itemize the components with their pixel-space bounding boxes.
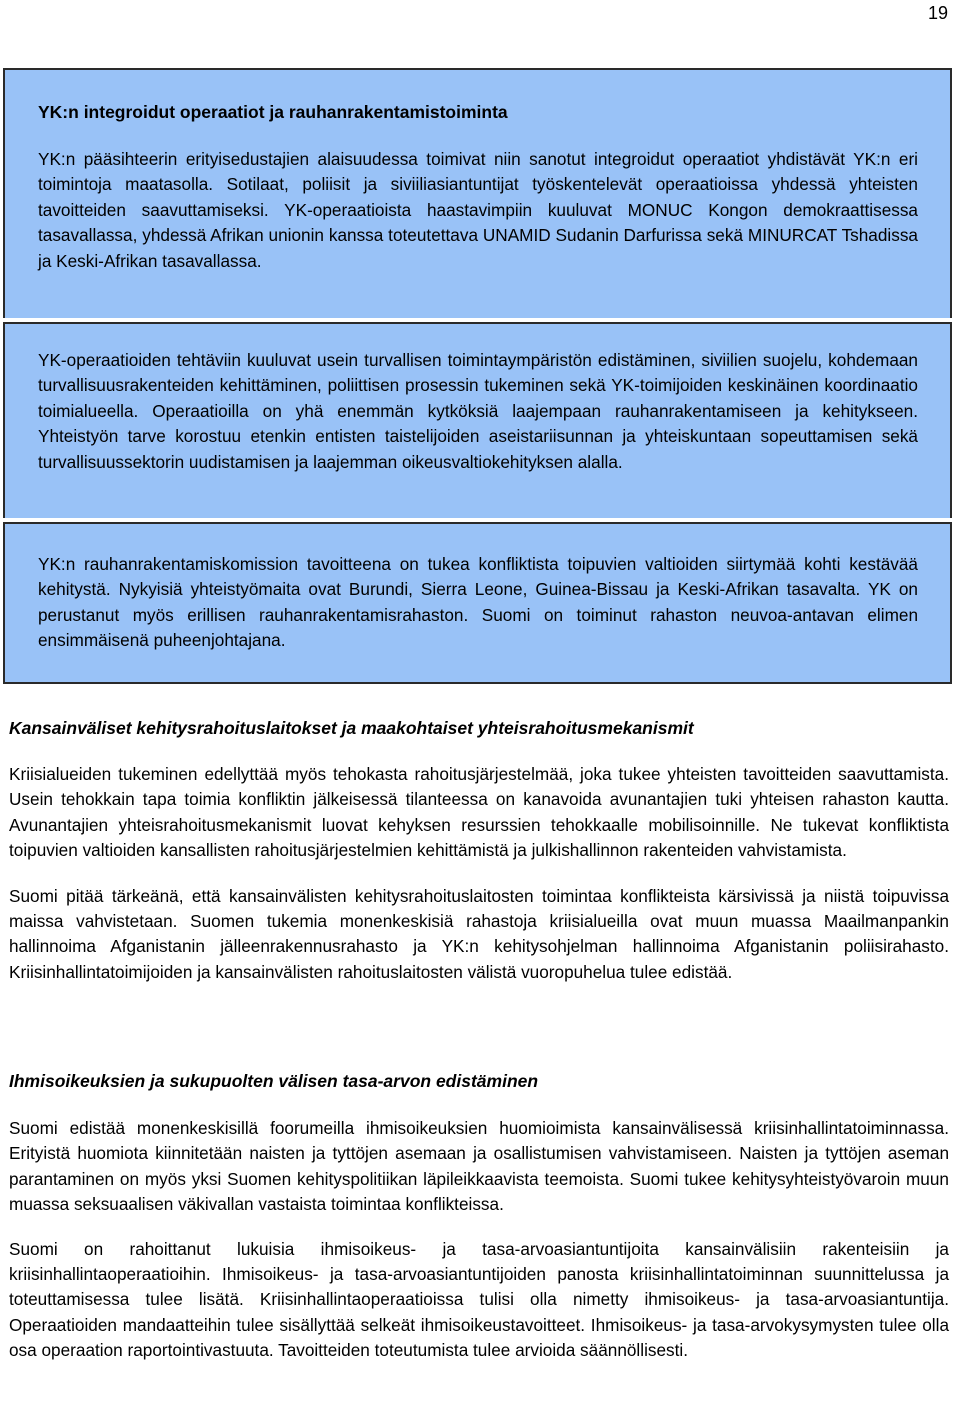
section-development-finance	[9, 716, 949, 985]
body-paragraph: Suomi pitää tärkeänä, että kansainvälisten kehitysrahoituslaitosten toimintaa konflikteista kärsivissä ja niistä toipuvissa maissa vahvistetaan. Suomen tukemia monenkeskisiä rahastoja kriisialueilla ovat muun muassa Maailmanpankin hallinnoima Afganistanin jälleenrakennusrahasto ja YK:n kehitysohjelman hallinnoima Afganistanin poliisirahasto. Kriisinhallintatoimijoiden ja kansainvälisten rahoituslaitosten välistä vuoropuhelua tulee edistää.	[9, 885, 949, 982]
body-paragraph: Suomi edistää monenkeskisillä foorumeilla ihmisoikeuksien huomioimista kansainvälisessä kriisinhallintatoiminnassa. Erityistä huomiota kiinnitetään naisten ja tyttöjen asemaan ja osallistumisen vahvistamiseen. Naisten ja tyttöjen aseman parantaminen on myös yksi Suomen kehityspolitiikan läpileikkaavista teemoista. Suomi tukee kehitysyhteistyövaroin muun muassa seksuaalisen väkivallan vastaista toimintaa konflikteissa.	[9, 1118, 949, 1215]
info-box-integrated-operations	[3, 68, 952, 318]
section-heading: Kansainväliset kehitysrahoituslaitokset ja maakohtaiset yhteisrahoitusmekanismit	[9, 718, 694, 738]
box-paragraph: YK:n rauhanrakentamiskomission tavoitteena on tukea konfliktista toipuvien valtioiden siirtymää kohti kestävää kehitystä. Nykyisiä yhteistyömaita ovat Burundi, Sierra Leone, Guinea-Bissau ja Keski-Afrikan tasavalta. YK on perustanut myös erillisen rauhanrakentamisrahaston. Suomi on toiminut rahaston neuvoa-antavan elimen ensimmäisenä puheenjohtajana.	[38, 554, 918, 651]
info-box-operation-tasks	[3, 322, 952, 518]
body-paragraph: Kriisialueiden tukeminen edellyttää myös tehokasta rahoitusjärjestelmää, joka tukee yhteisten tavoitteiden saavuttamista. Usein tehokkain tapa toimia konfliktin jälkeisessä tilanteessa on kanavoida avunantajien tuki yhteisen rahaston kautta. Avunantajien yhteisrahoitusmekanismit luovat kehyksen resurssien tehokkaalle mobilisoinnille. Ne tukevat konfliktista toipuvien valtioiden kansallisten rahoitusjärjestelmien kehittämistä ja julkishallinnon rakenteiden vahvistamista.	[9, 764, 949, 861]
info-box-peacebuilding-commission	[3, 522, 952, 684]
section-heading: Ihmisoikeuksien ja sukupuolten välisen tasa-arvon edistäminen	[9, 1071, 539, 1091]
section-human-rights-gender	[9, 1069, 949, 1364]
page-number: 19	[927, 3, 948, 23]
box-heading: YK:n integroidut operaatiot ja rauhanrakentamistoiminta	[38, 102, 508, 122]
box-paragraph: YK-operaatioiden tehtäviin kuuluvat usein turvallisen toimintaympäristön edistäminen, siviilien suojelu, kohdemaan turvallisuusrakenteiden kehittäminen, poliittisen prosessin tukeminen sekä YK-toimijoiden keskinäinen koordinaatio toimialueella. Operaatioilla on yhä enemmän kytköksiä laajempaan rauhanrakentamiseen ja kehitykseen. Yhteistyön tarve korostuu etenkin entisten taistelijoiden aseistariisunnan ja yhteiskuntaan sopeuttamisen sekä turvallisuussektorin uudistamisen ja laajemman oikeusvaltiokehityksen alalla.	[38, 350, 918, 472]
box-paragraph: YK:n pääsihteerin erityisedustajien alaisuudessa toimivat niin sanotut integroidut operaatiot yhdistävät YK:n eri toimintoja maatasolla. Sotilaat, poliisit ja siviiliasiantuntijat työskentelevät operaatioissa yhdessä yhteisten tavoitteiden saavuttamiseksi. YK-operaatioista haastavimpiin kuuluvat MONUC Kongon demokraattisessa tasavallassa, yhdessä Afrikan unionin kanssa toteutettava UNAMID Sudanin Darfurissa sekä MINURCAT Tshadissa ja Keski-Afrikan tasavallassa.	[38, 149, 918, 271]
body-paragraph: Suomi on rahoittanut lukuisia ihmisoikeus- ja tasa-arvoasiantuntijoita kansainvälisiin rakenteisiin ja kriisinhallintaoperaatioihin. Ihmisoikeus- ja tasa-arvoasiantuntijoiden panosta kriisinhallintatoiminnan suunnittelussa ja toteuttamisessa tulee lisätä. Kriisinhallintaoperaatioissa tulisi olla nimetty ihmisoikeus- ja tasa-arvoasiantuntija. Operaatioiden mandaatteihin tulee sisällyttää selkeät ihmisoikeustavoitteet. Ihmisoikeus- ja tasa-arvokysymysten tulee olla osa operaation raportointivastuuta. Tavoitteiden toteutumista tulee arvioida säännöllisesti.	[9, 1238, 949, 1361]
